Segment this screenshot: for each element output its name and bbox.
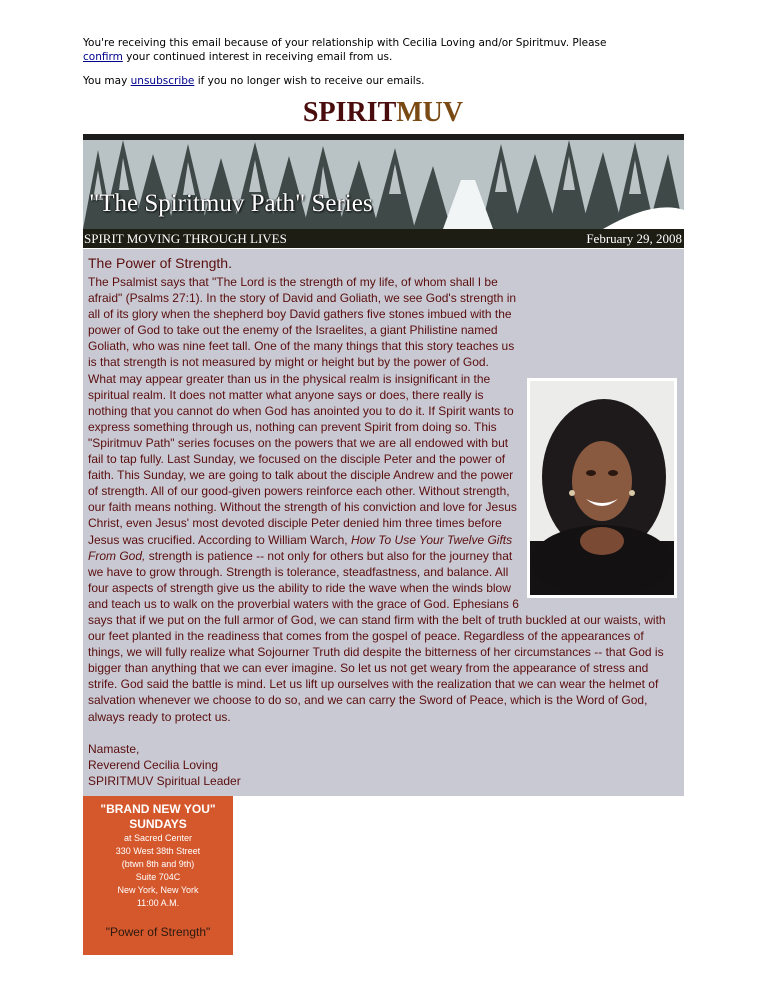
spiritmuv-logo [83, 97, 683, 129]
event-street: 330 West 38th Street [115, 846, 201, 856]
event-cross-streets: (btwn 8th and 9th) [121, 859, 195, 869]
signature-block [88, 741, 680, 789]
event-title-line1: "BRAND NEW YOU" [100, 802, 216, 816]
event-time: 11:00 A.M. [136, 898, 180, 908]
banner-title: "The Spiritmuv Path" Series [89, 190, 373, 217]
portrait-photo [527, 378, 677, 598]
issue-date: February 29, 2008 [586, 231, 682, 246]
portrait-illustration [530, 381, 674, 595]
email-preheader [83, 37, 683, 100]
series-banner [83, 134, 684, 229]
author-title: SPIRITMUV Spiritual Leader [88, 773, 241, 788]
article-panel [83, 249, 684, 796]
notice-text: You're receiving this email because of your relationship with Cecilia Loving and/or Spiritmuv. Please [83, 37, 607, 49]
event-city: New York, New York [117, 885, 199, 895]
unsub-text-2: if you no longer wish to receive our emails. [194, 75, 425, 87]
relationship-notice [83, 37, 683, 64]
logo-part-muv: MUV [396, 97, 464, 128]
event-suite: Suite 704C [135, 872, 181, 882]
event-venue: at Sacred Center [123, 833, 193, 843]
event-title [83, 802, 233, 832]
paragraph-part-2: strength is patience -- not only for others but also for the journey that we have to grow through. Strength is tolerance, steadfastness, and balance. All four aspects of strength give us the ability to ride the wave when the winds blow and teach us to walk on the proverbial waters with the grace of God. Ephesians 6 says that if we put on the full armor of God, we can stand firm with the belt of truth buckled at our waists, with our feet planted in the readiness that comes from the gospel of peace. Regardless of the appearances of things, we will fully realize what Sojourner Truth did despite the bitterness of her circumstances -- that God is bigger than anything that we can ever imagine. So let us not get weary from the appearance of stress and strife. God said the battle is mind. Let us lift up ourselves with the realization that we can wear the helmet of salvation whenever we choose to do so, and we can carry the Sword of Peace, which is the Word of God, always ready to protect us. [88, 548, 666, 724]
article-body [88, 274, 680, 789]
notice-text-2: your continued interest in receiving email from us. [122, 50, 393, 63]
event-title-line2: SUNDAYS [129, 817, 187, 831]
paragraph-part-1: The Psalmist says that "The Lord is the strength of my life, of whom shall I be afraid" (Psalms 27:1). In the story of David and Goliath, we see God's strength in all of its glory when the shepherd boy David gathers five stones imbued with the power of God to take out the enemy of the Israelites, a giant Philistine named Goliath, who was nine feet tall. One of the many things that this story teaches us is that strength is not measured by might or height but by the power of God. What may appear greater than us in the physical realm is insignificant in the spiritual realm. It does not matter what anyone says or does, there really is nothing that you cannot do when God has anointed you to do it. If Spirit wants to express something through us, nothing can prevent Spirit from doing so. This "Spiritmuv Path" series focuses on the powers that we are all endowed with but fail to tap fully. Last Sunday, we focused on the disciple Peter and the power of faith. This Sunday, we are going to talk about the disciple Andrew and the power of strength. All of our good-given powers reinforce each other. Without strength, our faith means nothing. Without the strength of his conviction and love for Jesus Christ, even Jesus' most devoted disciple Peter denied him three times before Jesus was crucified. According to William Warch, [88, 275, 517, 547]
confirm-link[interactable]: confirm [83, 50, 123, 63]
article-heading: The Power of Strength. [88, 255, 232, 271]
event-details [83, 832, 233, 910]
book-title: How To Use Your Twelve Gifts From God, [88, 532, 513, 563]
unsub-text: You may [83, 75, 131, 87]
logo-part-spirit: SPIRIT [302, 97, 397, 128]
sign-off-greeting: Namaste, [88, 741, 140, 756]
author-name: Reverend Cecilia Loving [88, 757, 219, 772]
event-topic: "Power of Strength" [105, 925, 211, 939]
event-box [83, 796, 233, 955]
tagline: SPIRIT MOVING THROUGH LIVES [84, 231, 287, 246]
tagline-bar [83, 229, 684, 248]
unsubscribe-notice [83, 75, 683, 89]
unsubscribe-link[interactable]: unsubscribe [130, 75, 195, 87]
